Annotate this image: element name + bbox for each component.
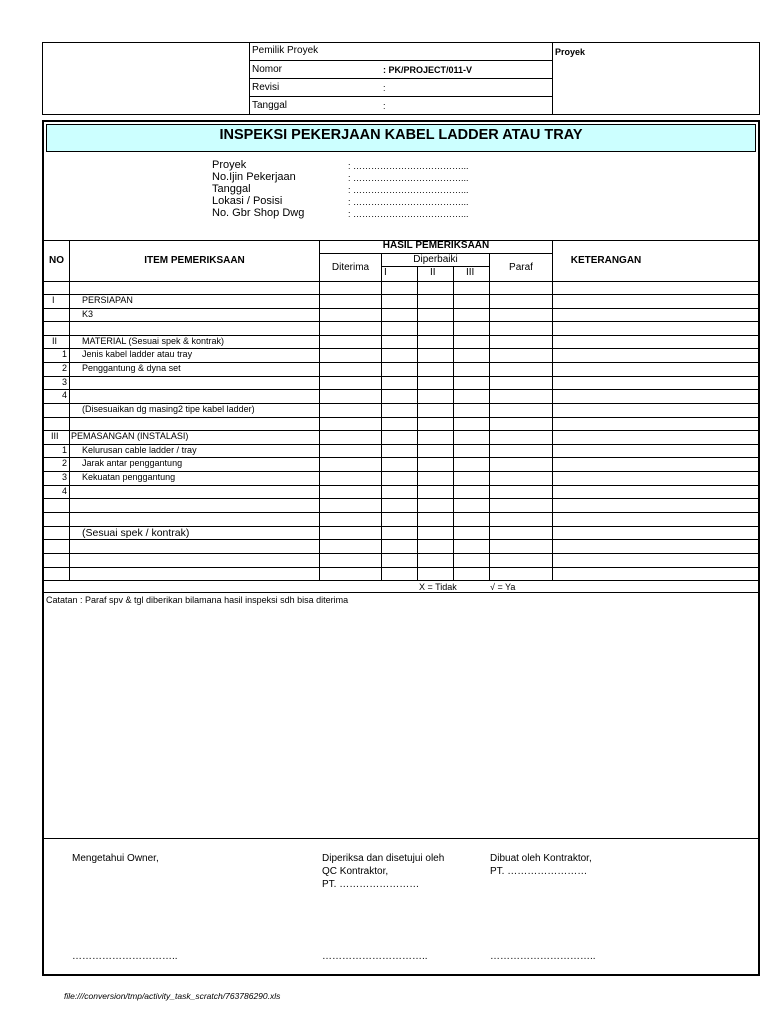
table-row-no: 3 <box>61 472 67 482</box>
table-row-item: K3 <box>82 309 94 319</box>
col-header-sub-iii: III <box>466 267 475 278</box>
table-row-no: 1 <box>61 349 67 359</box>
info-tanggal-label: Tanggal <box>212 183 251 195</box>
header-nomor-value: : PK/PROJECT/011-V <box>383 65 473 75</box>
table-row-item: Penggantung & dyna set <box>82 363 181 373</box>
sig-qc-line1: Diperiksa dan disetujui oleh <box>322 853 445 864</box>
footer-file-path: file:///conversion/tmp/activity_task_scratch/763786290.xls <box>64 991 281 1001</box>
col-header-hasil: HASIL PEMERIKSAAN <box>382 240 490 251</box>
col-header-sub-ii: II <box>430 267 436 278</box>
table-row-no: I <box>52 295 55 305</box>
sig-owner-label: Mengetahui Owner, <box>72 853 159 864</box>
col-header-sub-i: I <box>384 267 387 278</box>
sig-kontraktor-line1: Dibuat oleh Kontraktor, <box>490 853 592 864</box>
info-tanggal-value: : ………………………………... <box>348 185 469 195</box>
header-tanggal-value: : <box>383 101 386 111</box>
table-row-no: 2 <box>61 363 67 373</box>
page-title: INSPEKSI PEKERJAAN KABEL LADDER ATAU TRAY <box>219 127 583 143</box>
table-row-no: III <box>51 431 59 441</box>
table-row-item: Jenis kabel ladder atau tray <box>82 349 193 359</box>
table-row-item: Kelurusan cable ladder / tray <box>82 445 197 455</box>
header-nomor-label: Nomor <box>252 64 283 75</box>
table-row-item: Kekuatan penggantung <box>82 472 176 482</box>
table-row-no: 4 <box>61 486 67 496</box>
table-row-item: (Disesuaikan dg masing2 tipe kabel ladder) <box>82 404 255 414</box>
header-revisi-value: : <box>383 83 386 93</box>
header-tanggal-label: Tanggal <box>252 100 288 111</box>
info-ijin-value: : ………………………………... <box>348 173 469 183</box>
col-header-paraf: Paraf <box>509 262 533 273</box>
header-proyek-label: Proyek <box>555 47 586 57</box>
info-proyek-label: Proyek <box>212 159 247 171</box>
legend-tidak: X = Tidak <box>419 582 457 592</box>
col-header-diperbaiki: Diperbaiki <box>413 254 458 265</box>
sig-qc-line2: QC Kontraktor, <box>322 866 389 877</box>
sig-owner-dots: ………………………….. <box>72 951 178 962</box>
info-lokasi-label: Lokasi / Posisi <box>212 195 283 207</box>
col-header-item: ITEM PEMERIKSAAN <box>144 255 245 266</box>
table-row-no: 4 <box>61 390 67 400</box>
table-row-item: MATERIAL (Sesuai spek & kontrak) <box>82 336 225 346</box>
table-row-item: Jarak antar penggantung <box>82 458 183 468</box>
sig-kontraktor-dots: ………………………….. <box>490 951 596 962</box>
sig-qc-dots: ………………………….. <box>322 951 428 962</box>
table-row-no: 2 <box>61 458 67 468</box>
col-header-keterangan: KETERANGAN <box>570 255 642 266</box>
table-row-item: (Sesuai spek / kontrak) <box>82 527 190 539</box>
table-row-no: II <box>52 336 58 346</box>
table-row-item: PEMASANGAN (INSTALASI) <box>71 431 189 441</box>
catatan-note: Catatan : Paraf spv & tgl diberikan bilamana hasil inspeksi sdh bisa diterima <box>46 595 349 605</box>
table-row-item: PERSIAPAN <box>82 295 133 305</box>
col-header-no: NO <box>49 255 64 266</box>
info-lokasi-value: : ………………………………... <box>348 197 469 207</box>
table-row-no: 1 <box>61 445 67 455</box>
sig-kontraktor-line2: PT. …………………… <box>490 866 588 877</box>
header-revisi-label: Revisi <box>252 82 280 93</box>
header-pemilik-label: Pemilik Proyek <box>252 45 319 56</box>
sig-qc-line3: PT. …………………… <box>322 879 420 890</box>
info-ijin-label: No.Ijin Pekerjaan <box>212 171 296 183</box>
legend-ya: √ = Ya <box>490 582 516 592</box>
info-proyek-value: : ………………………………... <box>348 161 469 171</box>
table-row-no: 3 <box>61 377 67 387</box>
col-header-diterima: Diterima <box>331 262 370 273</box>
info-gbr-label: No. Gbr Shop Dwg <box>212 207 305 219</box>
info-gbr-value: : ………………………………... <box>348 209 469 219</box>
